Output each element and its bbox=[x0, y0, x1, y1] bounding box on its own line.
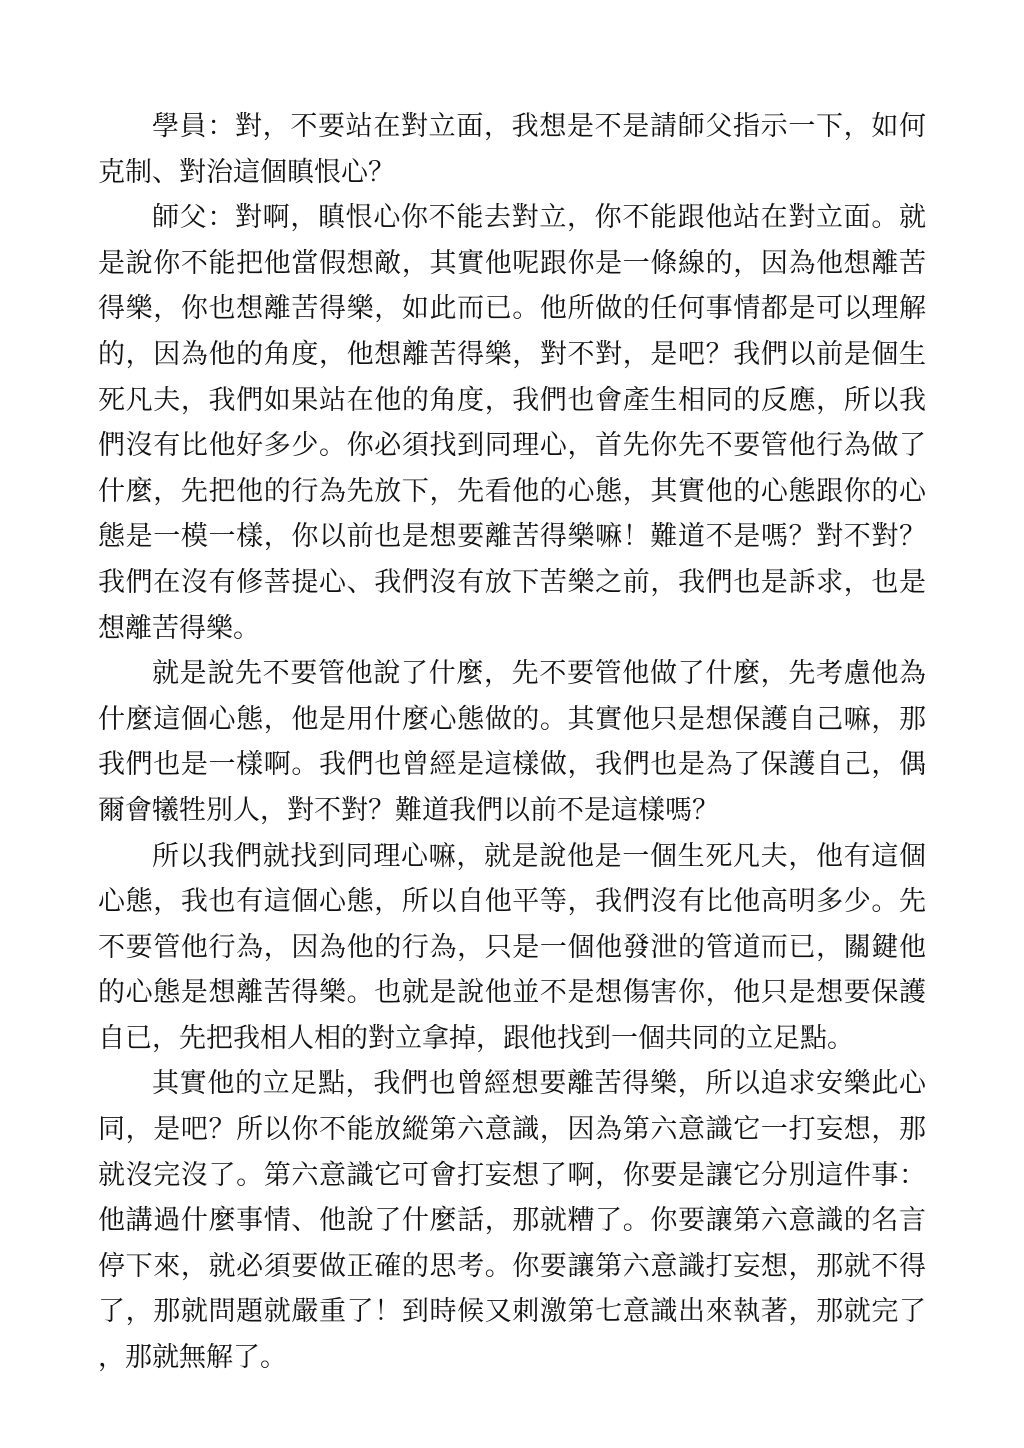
paragraph-student-question: 學員：對，不要站在對立面，我想是不是請師父指示一下，如何克制、對治這個瞋恨心？ bbox=[98, 111, 926, 188]
paragraph-find-empathy: 所以我們就找到同理心嘛，就是說他是一個生死凡夫，他有這個心態，我也有這個心態，所以自他平等，我們沒有比他高明多少。先不要管他行為，因為他的行為，只是一個他發泄的管道而已，關鍵他的心態是想離苦得樂。也就是說他並不是想傷害你，他只是想要保護自已，先把我相人相的對立拿掉，跟他找到一個共同的立足點。 bbox=[98, 840, 926, 1054]
document-page bbox=[98, 104, 926, 1381]
paragraph-dont-mind-words: 就是說先不要管他說了什麼，先不要管他做了什麼，先考慮他為什麼這個心態，他是用什麼心態做的。其實他只是想保護自己嘛，那我們也是一樣啊。我們也曾經是這樣做，我們也是為了保護自己，偶爾會犧牲別人，對不對？難道我們以前不是這樣嗎？ bbox=[98, 658, 926, 826]
paragraph-sixth-consciousness: 其實他的立足點，我們也曾經想要離苦得樂，所以追求安樂此心同，是吧？所以你不能放縱第六意識，因為第六意識它一打妄想，那就沒完沒了。第六意識它可會打妄想了啊，你要是讓它分別這件事：他講過什麼事情、他說了什麼話，那就糟了。你要讓第六意識的名言停下來，就必須要做正確的思考。你要讓第六意識打妄想，那就不得了，那就問題就嚴重了！到時候又刺激第七意識出來執著，那就完了，那就無解了。 bbox=[98, 1068, 926, 1374]
paragraph-master-answer: 師父：對啊，瞋恨心你不能去對立，你不能跟他站在對立面。就是說你不能把他當假想敵，其實他呢跟你是一條線的，因為他想離苦得樂，你也想離苦得樂，如此而已。他所做的任何事情都是可以理解的，因為他的角度，他想離苦得樂，對不對，是吧？我們以前是個生死凡夫，我們如果站在他的角度，我們也會產生相同的反應，所以我們沒有比他好多少。你必須找到同理心，首先你先不要管他行為做了什麼，先把他的行為先放下，先看他的心態，其實他的心態跟你的心態是一模一樣，你以前也是想要離苦得樂嘛！難道不是嗎？對不對？我們在沒有修菩提心、我們沒有放下苦樂之前，我們也是訴求，也是想離苦得樂。 bbox=[98, 202, 926, 644]
